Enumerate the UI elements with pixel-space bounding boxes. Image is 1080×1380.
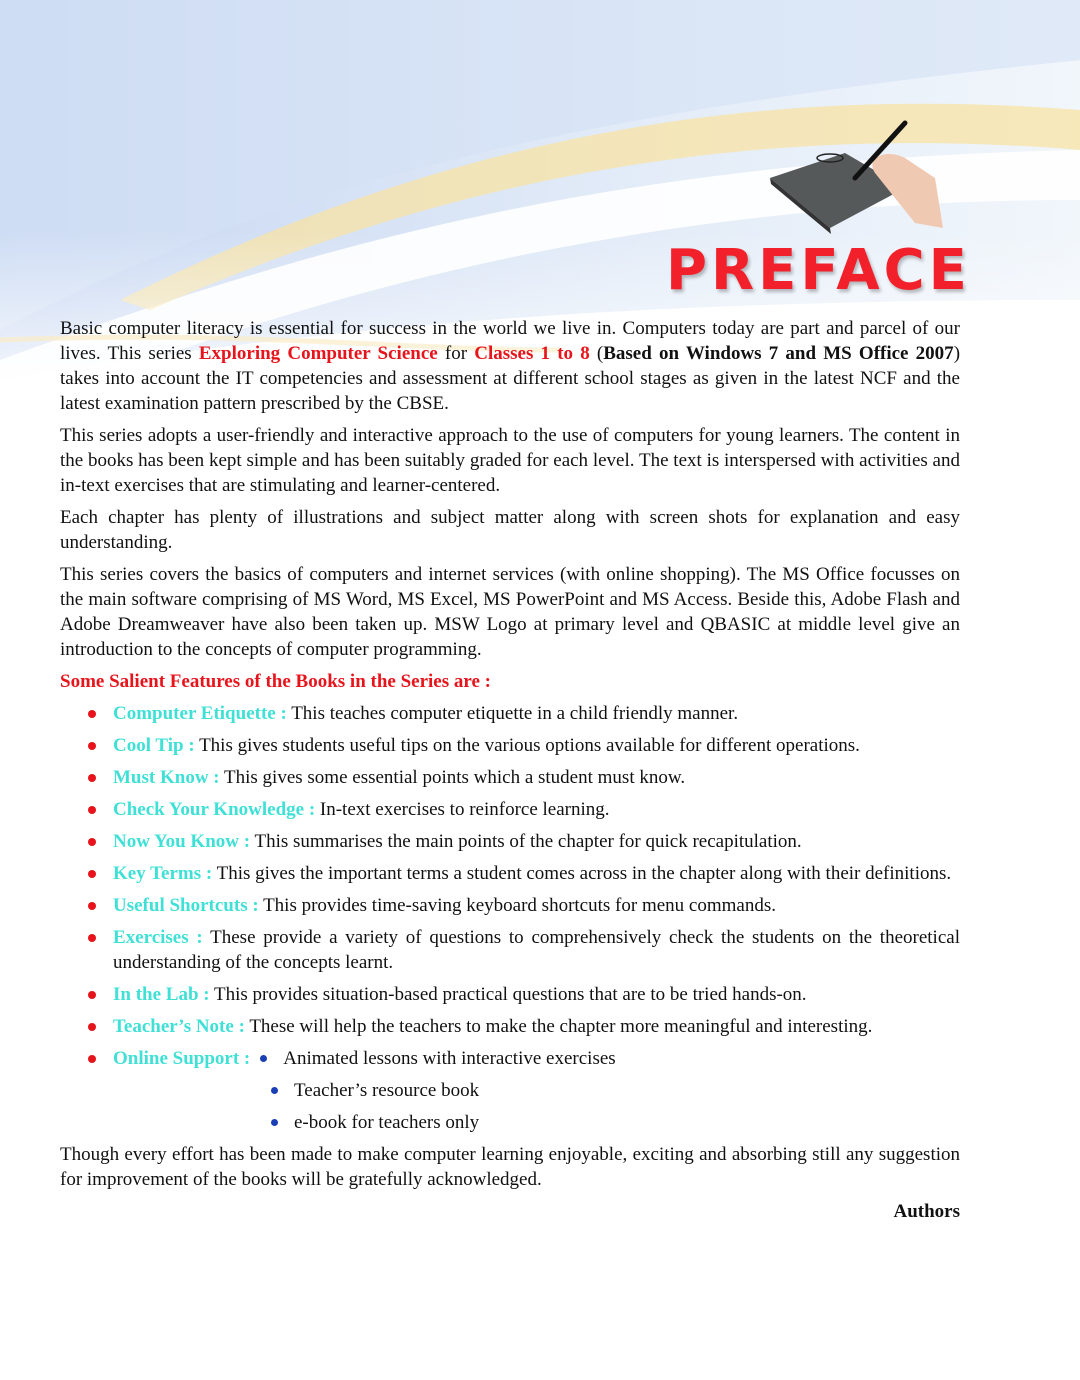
feature-description: This teaches computer etiquette in a child friendly manner. [286, 703, 739, 724]
feature-description: This gives students useful tips on the various options available for different operations. [194, 735, 860, 756]
features-list [60, 701, 960, 1039]
feature-term: Useful Shortcuts : [113, 895, 259, 916]
feature-description: This provides time-saving keyboard shortcuts for menu commands. [258, 895, 776, 916]
bullet-icon [88, 902, 96, 910]
feature-item [60, 1014, 960, 1039]
bullet-icon [271, 1087, 278, 1094]
bullet-icon [271, 1119, 278, 1126]
online-subitem [60, 1078, 960, 1103]
bullet-icon [88, 710, 96, 718]
feature-term: Online Support : [113, 1048, 251, 1069]
feature-item [60, 861, 960, 886]
feature-item [60, 893, 960, 918]
feature-term: Key Terms : [113, 863, 213, 884]
bullet-icon [88, 742, 96, 750]
feature-term: In the Lab : [113, 984, 210, 1005]
feature-description: This gives the important terms a student comes across in the chapter along with their definitions. [212, 863, 952, 884]
page-title: PREFACE [666, 238, 971, 303]
bullet-icon [88, 1055, 96, 1063]
feature-term: Exercises : [113, 927, 203, 948]
feature-description: These provide a variety of questions to comprehensively check the students on the theoretical understanding of the concepts learnt. [113, 927, 960, 973]
text: for [437, 343, 475, 364]
intro-paragraph [60, 316, 960, 416]
feature-description: This provides situation-based practical questions that are to be tried hands-on. [209, 984, 807, 1005]
feature-item [60, 797, 960, 822]
online-item: Animated lessons with interactive exercises [283, 1048, 616, 1069]
feature-term: Now You Know : [113, 831, 251, 852]
classes-range: Classes 1 to 8 [474, 343, 590, 364]
feature-item [60, 829, 960, 854]
feature-term: Cool Tip : [113, 735, 195, 756]
feature-item [60, 765, 960, 790]
feature-description: This gives some essential points which a student must know. [219, 767, 686, 788]
preface-body [60, 316, 960, 1224]
signature: Authors [893, 1201, 960, 1222]
online-item: e-book for teachers only [294, 1112, 480, 1133]
platform-info: Based on Windows 7 and MS Office 2007 [603, 343, 954, 364]
bullet-icon [88, 1023, 96, 1031]
online-subitem [60, 1110, 960, 1135]
coverage-paragraph: This series covers the basics of computers and internet services (with online shopping). The MS Office focusses on the main software comprising of MS Word, MS Excel, MS PowerPoint and MS Access. Beside this, Adobe Flash and Adobe Dreamweaver have also been taken up. MSW Logo at primary level and QBASIC at middle level give an introduction to the concepts of computer programming. [60, 564, 960, 660]
feature-term: Must Know : [113, 767, 220, 788]
feature-description: This summarises the main points of the chapter for quick recapitulation. [250, 831, 802, 852]
drawing-tablet-illustration [765, 118, 945, 238]
bullet-icon [88, 838, 96, 846]
bullet-icon [88, 774, 96, 782]
feature-description: These will help the teachers to make the chapter more meaningful and interesting. [244, 1016, 873, 1037]
bullet-icon [88, 991, 96, 999]
text: ) takes into account the IT competencies and assessment at different school stages as given in the latest NCF and the latest examination pattern prescribed by the CBSE. [60, 343, 961, 414]
feature-item [60, 925, 960, 975]
series-name: Exploring Computer Science [198, 343, 438, 364]
bullet-icon [88, 934, 96, 942]
feature-item [60, 982, 960, 1007]
online-support-item [60, 1046, 960, 1071]
bullet-icon [88, 870, 96, 878]
bullet-icon [88, 806, 96, 814]
text: Basic computer literacy is essential for success in the world we live in. Computers today are part and parcel of our lives. This series [60, 318, 960, 364]
text: ( [589, 343, 604, 364]
feature-item [60, 733, 960, 758]
feature-term: Computer Etiquette : [113, 703, 287, 724]
features-heading: Some Salient Features of the Books in the Series are : [60, 671, 491, 692]
feature-description: In-text exercises to reinforce learning. [315, 799, 610, 820]
approach-paragraph: This series adopts a user-friendly and interactive approach to the use of computers for young learners. The content in the books has been kept simple and has been suitably graded for each level. The text is interspersed with activities and in-text exercises that are stimulating and learner-centered. [60, 425, 960, 496]
illustrations-paragraph: Each chapter has plenty of illustrations and subject matter along with screen shots for explanation and easy understanding. [60, 507, 960, 553]
closing-paragraph: Though every effort has been made to make computer learning enjoyable, exciting and absorbing still any suggestion for improvement of the books will be gratefully acknowledged. [60, 1144, 960, 1190]
feature-term: Teacher’s Note : [113, 1016, 245, 1037]
feature-term: Check Your Knowledge : [113, 799, 316, 820]
online-item: Teacher’s resource book [294, 1080, 480, 1101]
feature-item [60, 701, 960, 726]
bullet-icon [260, 1055, 267, 1062]
